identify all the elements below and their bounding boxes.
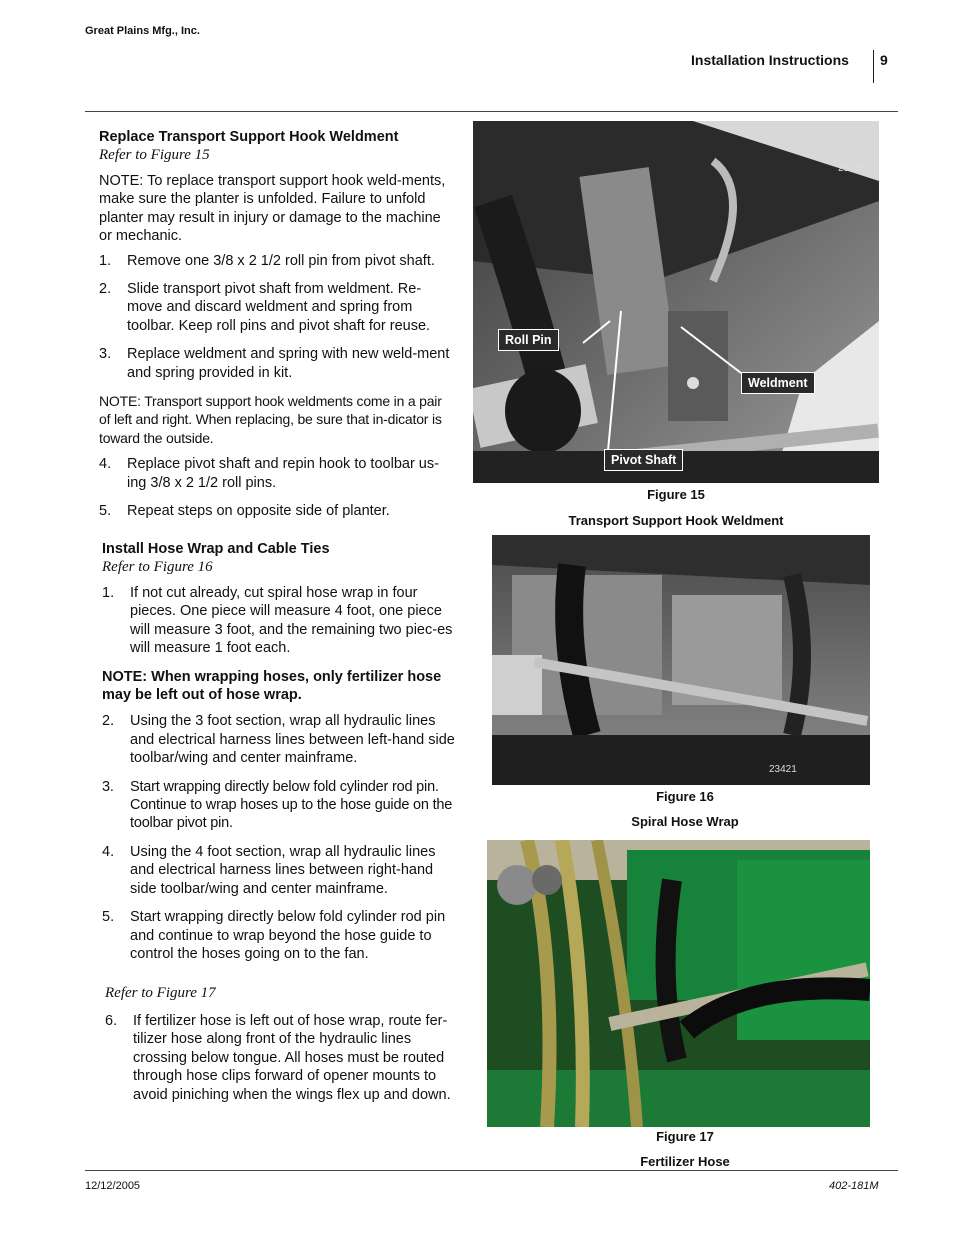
list-item: 3. Start wrapping directly below fold cylinder rod pin. Continue to wrap hoses up to the hose guide on the toolbar pivot pin.: [102, 778, 453, 832]
company-name: Great Plains Mfg., Inc.: [85, 25, 200, 37]
list-item: 4. Using the 4 foot section, wrap all hydraulic lines and electrical harness lines between right-hand side toolbar/wing and center mainframe.: [102, 843, 436, 897]
page-number: 9: [880, 52, 888, 68]
figure-17-title: Fertilizer Hose: [640, 1154, 730, 1169]
header-rule: [85, 111, 898, 112]
section-replace-hook: [99, 129, 456, 521]
section-fertilizer: [105, 984, 463, 1104]
figure-15-title: Transport Support Hook Weldment: [568, 513, 784, 528]
list-item: 1. If not cut already, cut spiral hose wrap in four pieces. One piece will measure 4 foot, one piece will measure 3 foot, and the remaining two piec-es will measure 1 foot each.: [102, 585, 453, 657]
list-item: 2. Slide transport pivot shaft from weldment. Re-move and discard weldment and spring from toolbar. Keep roll pins and pivot shaft for reuse.: [99, 281, 431, 334]
figure-15-number: Figure 15: [647, 487, 705, 502]
list-item: 5. Repeat steps on opposite side of planter.: [99, 503, 390, 520]
list-item: 1. Remove one 3/8 x 2 1/2 roll pin from pivot shaft.: [99, 252, 435, 269]
list-item: 3. Replace weldment and spring with new weld-ment and spring provided in kit.: [99, 346, 450, 381]
header-divider: [873, 50, 874, 83]
figure-16-photo: [492, 535, 870, 785]
figure-reference: Refer to Figure 17: [105, 985, 216, 1001]
page-header-title: Installation Instructions: [691, 52, 849, 68]
figure-reference: Refer to Figure 15: [99, 147, 210, 163]
list-item: 4. Replace pivot shaft and repin hook to toolbar us-ing 3/8 x 2 1/2 roll pins.: [99, 456, 439, 491]
note-paragraph: NOTE: When wrapping hoses, only fertilizer hose may be left out of hose wrap.: [102, 668, 442, 704]
figure-15-photo: [473, 121, 879, 483]
section-hose-wrap: [102, 541, 460, 963]
note-paragraph: NOTE: Transport support hook weldments come in a pair of left and right. When replacing, be sure that in-dicator is toward the outside.: [99, 393, 442, 446]
callout-roll-pin: Roll Pin: [498, 329, 559, 351]
note-paragraph: NOTE: To replace transport support hook weld-ments, make sure the planter is unfolded. Failure to unfold planter may result in injury or damage to the machine or mechanic.: [99, 173, 446, 245]
figure-16-number: Figure 16: [656, 789, 714, 804]
list-item: 6. If fertilizer hose is left out of hose wrap, route fer-tilizer hose along front of the hydraulic lines crossing below tongue. All hoses must be routed through hose clips forward of opener mounts to avoid piniching when the wings flex up and down.: [105, 1013, 451, 1103]
steps-list: [102, 712, 460, 963]
photo-number: 23421: [769, 764, 797, 775]
footer-date: 12/12/2005: [85, 1180, 141, 1192]
steps-list: [105, 1012, 463, 1104]
steps-list: [99, 252, 456, 382]
steps-list: [102, 584, 460, 658]
section-heading: Install Hose Wrap and Cable Ties: [102, 541, 330, 557]
photo-number: 23418: [838, 163, 866, 174]
figure-17-photo: [487, 840, 870, 1127]
footer-document-code: 402-181M: [829, 1180, 879, 1192]
callout-weldment: Weldment: [741, 372, 815, 394]
section-heading: Replace Transport Support Hook Weldment: [99, 129, 399, 145]
footer-rule: [85, 1170, 898, 1171]
callout-pivot-shaft: Pivot Shaft: [604, 449, 683, 471]
list-item: 2. Using the 3 foot section, wrap all hydraulic lines and electrical harness lines between left-hand side toolbar/wing and center mainframe.: [102, 713, 455, 767]
list-item: 5. Start wrapping directly below fold cylinder rod pin and continue to wrap beyond the hose guide to control the hoses going on to the fan.: [102, 909, 446, 962]
figure-16-title: Spiral Hose Wrap: [631, 814, 739, 829]
figure-reference: Refer to Figure 16: [102, 559, 213, 575]
figure-17-number: Figure 17: [656, 1129, 714, 1144]
steps-list: [99, 455, 456, 520]
